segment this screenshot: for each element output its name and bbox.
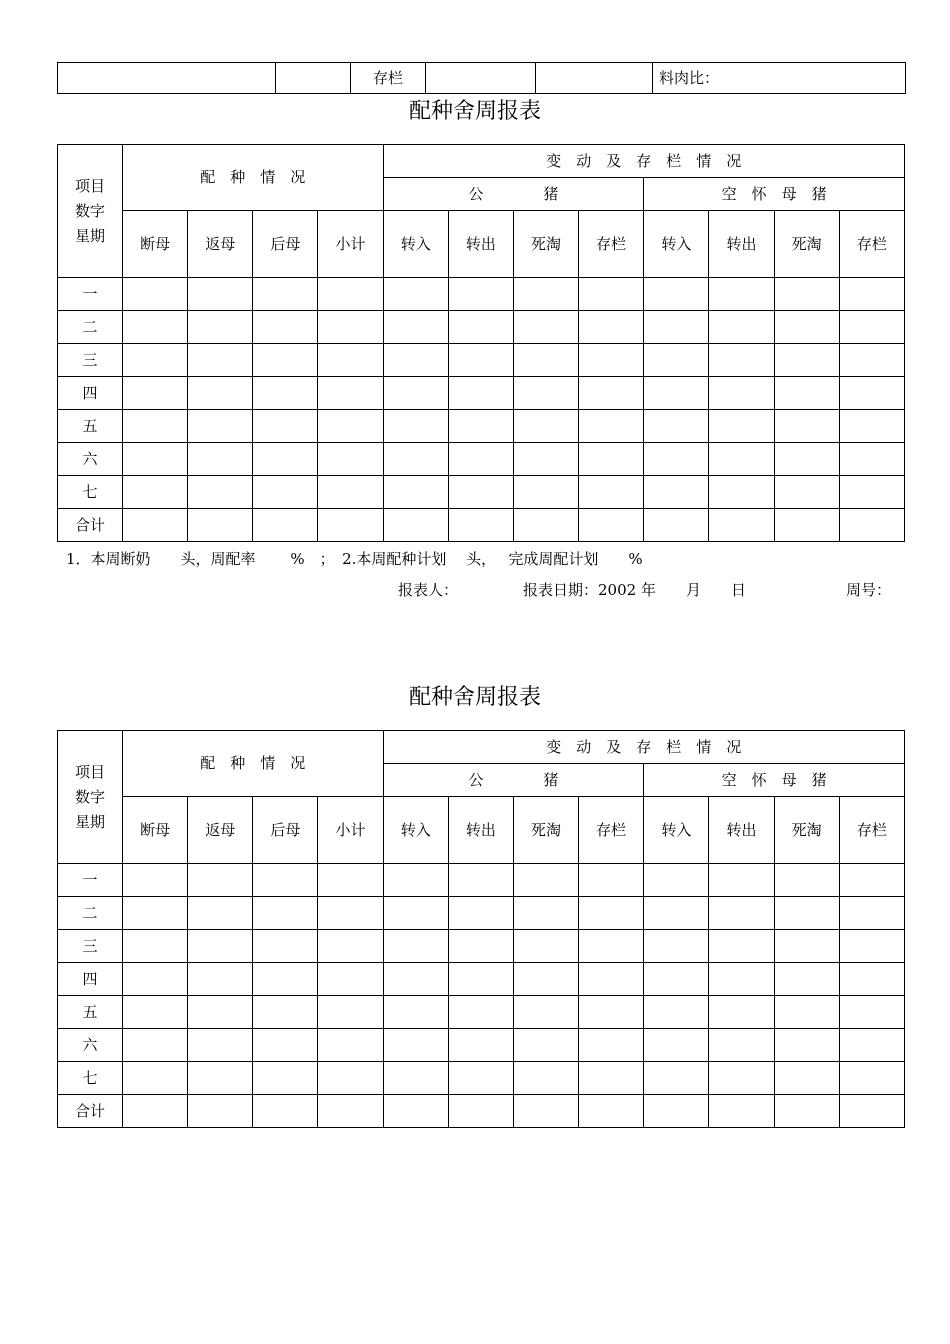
data-cell[interactable] — [579, 443, 644, 476]
data-cell[interactable] — [579, 1095, 644, 1128]
data-cell[interactable] — [123, 1062, 188, 1095]
item-label-line: 数字 — [74, 787, 105, 806]
row-label: 五 — [58, 996, 123, 1029]
data-cell[interactable] — [188, 509, 253, 542]
data-cell[interactable] — [448, 311, 513, 344]
row-label: 四 — [58, 377, 123, 410]
data-cell[interactable] — [318, 1095, 383, 1128]
data-cell[interactable] — [383, 897, 448, 930]
data-cell[interactable] — [709, 1095, 774, 1128]
top-cell-2 — [276, 63, 351, 94]
data-cell[interactable] — [383, 377, 448, 410]
top-cell-5 — [536, 63, 653, 94]
data-cell[interactable] — [839, 1062, 904, 1095]
data-cell[interactable] — [774, 1095, 839, 1128]
data-cell[interactable] — [253, 410, 318, 443]
data-cell[interactable] — [448, 377, 513, 410]
data-cell[interactable] — [188, 410, 253, 443]
data-cell[interactable] — [318, 963, 383, 996]
data-cell[interactable] — [774, 311, 839, 344]
data-cell[interactable] — [383, 509, 448, 542]
data-cell[interactable] — [318, 344, 383, 377]
data-cell[interactable] — [644, 278, 709, 311]
data-cell[interactable] — [709, 930, 774, 963]
data-cell[interactable] — [383, 311, 448, 344]
row-label: 七 — [58, 476, 123, 509]
data-cell[interactable] — [513, 311, 578, 344]
data-cell[interactable] — [123, 311, 188, 344]
data-cell[interactable] — [839, 311, 904, 344]
data-cell[interactable] — [383, 443, 448, 476]
header-row-1 — [58, 145, 905, 178]
data-cell[interactable] — [644, 509, 709, 542]
data-cell[interactable] — [448, 1062, 513, 1095]
breeding-col-header: 小计 — [318, 797, 383, 864]
data-cell[interactable] — [709, 996, 774, 1029]
row-label: 合计 — [58, 509, 123, 542]
boar-col-header: 转出 — [448, 211, 513, 278]
data-cell[interactable] — [253, 1062, 318, 1095]
data-cell[interactable] — [448, 278, 513, 311]
data-cell[interactable] — [774, 377, 839, 410]
data-cell[interactable] — [448, 344, 513, 377]
data-cell[interactable] — [513, 1029, 578, 1062]
sow-col-header: 死淘 — [774, 211, 839, 278]
top-cell-4 — [426, 63, 536, 94]
item-label-cell — [58, 145, 123, 278]
data-cell[interactable] — [644, 897, 709, 930]
data-cell[interactable] — [188, 377, 253, 410]
data-cell[interactable] — [579, 963, 644, 996]
row-label: 二 — [58, 897, 123, 930]
data-cell[interactable] — [774, 410, 839, 443]
data-cell[interactable] — [188, 1062, 253, 1095]
data-cell[interactable] — [253, 311, 318, 344]
data-cell[interactable] — [709, 410, 774, 443]
row-label: 三 — [58, 344, 123, 377]
data-cell[interactable] — [644, 311, 709, 344]
data-cell[interactable] — [774, 897, 839, 930]
data-cell[interactable] — [709, 344, 774, 377]
data-cell[interactable] — [709, 311, 774, 344]
data-cell[interactable] — [839, 1095, 904, 1128]
data-cell[interactable] — [839, 377, 904, 410]
data-cell[interactable] — [318, 410, 383, 443]
week-number-label: 周号： — [846, 581, 892, 599]
data-cell[interactable] — [774, 278, 839, 311]
item-label-cell — [58, 731, 123, 864]
breeding-col-header: 小计 — [318, 211, 383, 278]
header-row-1 — [58, 731, 905, 764]
table-row — [58, 963, 905, 996]
table-row — [58, 476, 905, 509]
data-cell[interactable] — [774, 476, 839, 509]
change-group-header: 变 动 及 存 栏 情 况 — [383, 145, 904, 178]
change-group-header: 变 动 及 存 栏 情 况 — [383, 731, 904, 764]
data-cell[interactable] — [709, 897, 774, 930]
row-label: 五 — [58, 410, 123, 443]
data-cell[interactable] — [188, 963, 253, 996]
data-cell[interactable] — [188, 930, 253, 963]
data-cell[interactable] — [188, 897, 253, 930]
data-cell[interactable] — [383, 410, 448, 443]
breeding-group-header: 配 种 情 况 — [123, 731, 384, 797]
data-cell[interactable] — [448, 1095, 513, 1128]
row-label: 一 — [58, 278, 123, 311]
data-cell[interactable] — [513, 963, 578, 996]
data-cell[interactable] — [644, 410, 709, 443]
row-label: 一 — [58, 864, 123, 897]
sow-col-header: 死淘 — [774, 797, 839, 864]
data-cell[interactable] — [123, 864, 188, 897]
sheet-1-title: 配种舍周报表 — [408, 99, 541, 124]
data-cell[interactable] — [383, 996, 448, 1029]
data-cell[interactable] — [513, 344, 578, 377]
top-info-table — [57, 62, 906, 94]
data-cell[interactable] — [253, 443, 318, 476]
data-cell[interactable] — [188, 1095, 253, 1128]
data-cell[interactable] — [513, 476, 578, 509]
data-cell[interactable] — [709, 1029, 774, 1062]
data-cell[interactable] — [513, 996, 578, 1029]
data-cell[interactable] — [709, 509, 774, 542]
row-label: 二 — [58, 311, 123, 344]
data-cell[interactable] — [253, 864, 318, 897]
boar-group-header: 公 猪 — [383, 178, 644, 211]
data-cell[interactable] — [318, 996, 383, 1029]
table-row — [58, 930, 905, 963]
row-label: 七 — [58, 1062, 123, 1095]
data-cell[interactable] — [448, 1029, 513, 1062]
data-cell[interactable] — [253, 930, 318, 963]
top-cell-feed-ratio: 料肉比： — [653, 63, 906, 94]
item-label-line: 星期 — [74, 812, 105, 831]
data-cell[interactable] — [839, 864, 904, 897]
data-cell[interactable] — [383, 864, 448, 897]
row-label: 四 — [58, 963, 123, 996]
top-cell-stock-label: 存栏 — [351, 63, 426, 94]
breeding-group-header: 配 种 情 况 — [123, 145, 384, 211]
data-cell[interactable] — [448, 996, 513, 1029]
data-cell[interactable] — [448, 864, 513, 897]
report-date-label: 报表日期：2002 年 月 日 — [523, 581, 746, 599]
data-cell[interactable] — [123, 278, 188, 311]
data-cell[interactable] — [318, 443, 383, 476]
data-cell[interactable] — [709, 1062, 774, 1095]
data-cell[interactable] — [644, 963, 709, 996]
data-cell[interactable] — [188, 311, 253, 344]
data-cell[interactable] — [709, 278, 774, 311]
data-cell[interactable] — [839, 963, 904, 996]
data-cell[interactable] — [513, 1095, 578, 1128]
empty-sow-group-header: 空 怀 母 猪 — [644, 178, 905, 211]
boar-group-header: 公 猪 — [383, 764, 644, 797]
data-cell[interactable] — [579, 864, 644, 897]
data-cell[interactable] — [839, 443, 904, 476]
data-cell[interactable] — [383, 1029, 448, 1062]
data-cell[interactable] — [383, 344, 448, 377]
item-label-line: 星期 — [74, 226, 105, 245]
data-cell[interactable] — [579, 410, 644, 443]
data-cell[interactable] — [448, 897, 513, 930]
data-cell[interactable] — [579, 1029, 644, 1062]
data-cell[interactable] — [318, 311, 383, 344]
data-cell[interactable] — [448, 930, 513, 963]
data-cell[interactable] — [579, 311, 644, 344]
data-cell[interactable] — [448, 476, 513, 509]
breeding-col-header: 断母 — [123, 797, 188, 864]
data-cell[interactable] — [123, 344, 188, 377]
data-cell[interactable] — [579, 930, 644, 963]
data-cell[interactable] — [644, 1029, 709, 1062]
data-cell[interactable] — [318, 278, 383, 311]
data-cell[interactable] — [448, 410, 513, 443]
notes-line-1: 1．本周断奶 头，周配率 % ； 2.本周配种计划 头， 完成周配计划 % — [66, 550, 643, 568]
data-cell[interactable] — [839, 476, 904, 509]
boar-col-header: 转出 — [448, 797, 513, 864]
data-cell[interactable] — [513, 377, 578, 410]
table-row — [58, 864, 905, 897]
data-cell[interactable] — [253, 996, 318, 1029]
data-cell[interactable] — [644, 1095, 709, 1128]
table-row — [58, 1062, 905, 1095]
data-cell[interactable] — [513, 278, 578, 311]
data-cell[interactable] — [123, 963, 188, 996]
sow-col-header: 转入 — [644, 211, 709, 278]
breeding-col-header: 返母 — [188, 211, 253, 278]
data-cell[interactable] — [774, 443, 839, 476]
data-cell[interactable] — [253, 278, 318, 311]
data-cell[interactable] — [188, 996, 253, 1029]
data-cell[interactable] — [579, 476, 644, 509]
data-cell[interactable] — [383, 963, 448, 996]
breeding-col-header: 返母 — [188, 797, 253, 864]
boar-col-header: 死淘 — [513, 211, 578, 278]
data-cell[interactable] — [188, 864, 253, 897]
data-cell[interactable] — [839, 930, 904, 963]
data-cell[interactable] — [839, 410, 904, 443]
data-cell[interactable] — [448, 963, 513, 996]
data-cell[interactable] — [644, 377, 709, 410]
table-row — [58, 443, 905, 476]
data-cell[interactable] — [839, 278, 904, 311]
data-cell[interactable] — [709, 377, 774, 410]
boar-col-header: 转入 — [383, 797, 448, 864]
data-cell[interactable] — [123, 410, 188, 443]
data-cell[interactable] — [579, 377, 644, 410]
data-cell[interactable] — [123, 930, 188, 963]
data-cell[interactable] — [513, 930, 578, 963]
data-cell[interactable] — [579, 344, 644, 377]
data-cell[interactable] — [709, 963, 774, 996]
data-cell[interactable] — [383, 1062, 448, 1095]
table-row — [58, 1029, 905, 1062]
data-cell[interactable] — [318, 377, 383, 410]
empty-sow-group-header: 空 怀 母 猪 — [644, 764, 905, 797]
data-cell[interactable] — [644, 476, 709, 509]
data-cell[interactable] — [123, 509, 188, 542]
data-cell[interactable] — [123, 476, 188, 509]
table-row — [58, 996, 905, 1029]
boar-col-header: 转入 — [383, 211, 448, 278]
data-cell[interactable] — [774, 963, 839, 996]
data-cell[interactable] — [513, 509, 578, 542]
data-cell[interactable] — [318, 476, 383, 509]
data-cell[interactable] — [644, 443, 709, 476]
data-cell[interactable] — [318, 1062, 383, 1095]
boar-col-header: 存栏 — [579, 211, 644, 278]
data-cell[interactable] — [383, 1095, 448, 1128]
data-cell[interactable] — [448, 443, 513, 476]
data-cell[interactable] — [839, 509, 904, 542]
sheet-2-title: 配种舍周报表 — [408, 685, 541, 710]
data-cell[interactable] — [188, 476, 253, 509]
data-cell[interactable] — [253, 963, 318, 996]
top-cell-1 — [58, 63, 276, 94]
data-cell[interactable] — [123, 996, 188, 1029]
data-cell[interactable] — [253, 897, 318, 930]
sheet-2-table — [57, 730, 905, 1128]
data-cell[interactable] — [839, 344, 904, 377]
sow-col-header: 转出 — [709, 797, 774, 864]
data-cell[interactable] — [123, 897, 188, 930]
data-cell[interactable] — [774, 930, 839, 963]
data-cell[interactable] — [383, 930, 448, 963]
data-cell[interactable] — [839, 897, 904, 930]
data-cell[interactable] — [253, 476, 318, 509]
data-cell[interactable] — [253, 509, 318, 542]
data-cell[interactable] — [709, 443, 774, 476]
data-cell[interactable] — [383, 278, 448, 311]
data-cell[interactable] — [644, 930, 709, 963]
data-cell[interactable] — [188, 278, 253, 311]
data-cell[interactable] — [318, 1029, 383, 1062]
data-cell[interactable] — [774, 1062, 839, 1095]
data-cell[interactable] — [774, 344, 839, 377]
data-cell[interactable] — [123, 377, 188, 410]
data-cell[interactable] — [774, 996, 839, 1029]
sow-col-header: 转入 — [644, 797, 709, 864]
data-cell[interactable] — [253, 1029, 318, 1062]
data-cell[interactable] — [188, 344, 253, 377]
sow-col-header: 存栏 — [839, 211, 904, 278]
data-cell[interactable] — [644, 344, 709, 377]
table-row — [58, 377, 905, 410]
data-cell[interactable] — [513, 864, 578, 897]
data-cell[interactable] — [579, 1062, 644, 1095]
data-cell[interactable] — [839, 1029, 904, 1062]
data-cell[interactable] — [644, 864, 709, 897]
data-cell[interactable] — [253, 344, 318, 377]
data-cell[interactable] — [318, 930, 383, 963]
table-row — [58, 897, 905, 930]
data-cell[interactable] — [253, 377, 318, 410]
breeding-col-header: 后母 — [253, 211, 318, 278]
boar-col-header: 存栏 — [579, 797, 644, 864]
sow-col-header: 转出 — [709, 211, 774, 278]
reporter-label: 报表人： — [398, 581, 459, 599]
row-label: 合计 — [58, 1095, 123, 1128]
table-row — [58, 311, 905, 344]
sheet-1-table — [57, 144, 905, 542]
data-cell[interactable] — [579, 278, 644, 311]
data-cell[interactable] — [383, 476, 448, 509]
data-cell[interactable] — [774, 509, 839, 542]
breeding-col-header: 断母 — [123, 211, 188, 278]
data-cell[interactable] — [318, 864, 383, 897]
boar-col-header: 死淘 — [513, 797, 578, 864]
header-row-3 — [58, 797, 905, 864]
item-label-line: 数字 — [74, 201, 105, 220]
data-cell[interactable] — [579, 996, 644, 1029]
data-cell[interactable] — [513, 443, 578, 476]
data-cell[interactable] — [579, 509, 644, 542]
top-info-row — [58, 63, 906, 94]
data-cell[interactable] — [774, 864, 839, 897]
data-cell[interactable] — [123, 1095, 188, 1128]
data-cell[interactable] — [774, 1029, 839, 1062]
header-row-3 — [58, 211, 905, 278]
breeding-col-header: 后母 — [253, 797, 318, 864]
row-label: 三 — [58, 930, 123, 963]
data-cell[interactable] — [123, 443, 188, 476]
data-cell[interactable] — [644, 996, 709, 1029]
data-cell[interactable] — [123, 1029, 188, 1062]
data-cell[interactable] — [318, 897, 383, 930]
data-cell[interactable] — [513, 897, 578, 930]
data-cell[interactable] — [318, 509, 383, 542]
table-row — [58, 509, 905, 542]
table-row — [58, 1095, 905, 1128]
data-cell[interactable] — [513, 1062, 578, 1095]
data-cell[interactable] — [709, 476, 774, 509]
table-row — [58, 410, 905, 443]
data-cell[interactable] — [839, 996, 904, 1029]
item-label-line: 项目 — [74, 762, 105, 781]
data-cell[interactable] — [513, 410, 578, 443]
row-label: 六 — [58, 1029, 123, 1062]
row-label: 六 — [58, 443, 123, 476]
data-cell[interactable] — [188, 1029, 253, 1062]
data-cell[interactable] — [448, 509, 513, 542]
data-cell[interactable] — [253, 1095, 318, 1128]
data-cell[interactable] — [709, 864, 774, 897]
sow-col-header: 存栏 — [839, 797, 904, 864]
data-cell[interactable] — [188, 443, 253, 476]
item-label-line: 项目 — [74, 176, 105, 195]
data-cell[interactable] — [579, 897, 644, 930]
data-cell[interactable] — [644, 1062, 709, 1095]
table-row — [58, 344, 905, 377]
table-row — [58, 278, 905, 311]
